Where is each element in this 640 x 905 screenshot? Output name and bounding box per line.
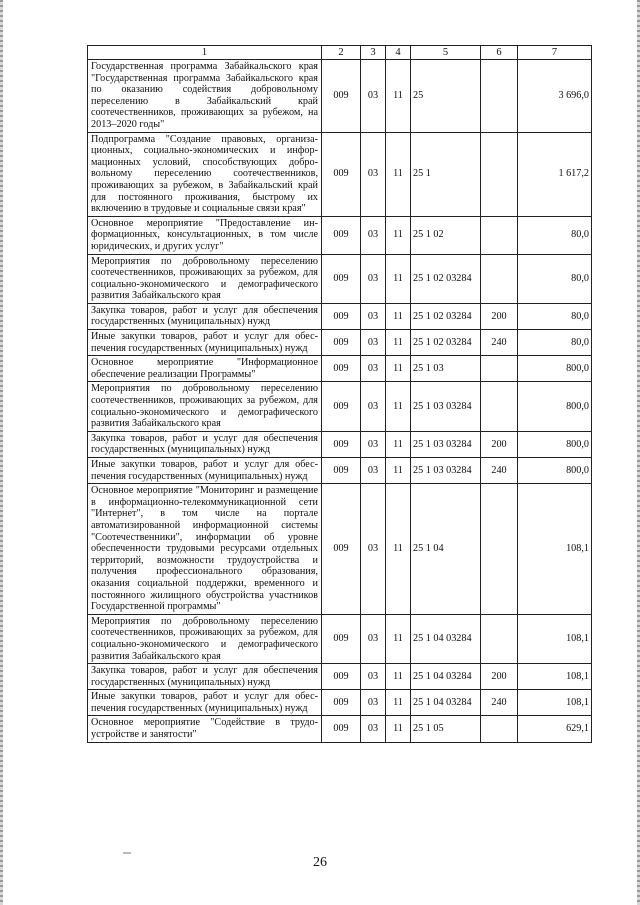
row-amount: 800,0 (518, 356, 592, 382)
table-row (88, 716, 592, 742)
row-description: Государственная программа Забайкальского края "Государственная программа Забайкальского края по оказанию содействия добровольному переселению в Забайкальский край соотечественников, проживающих за рубежом, на 2013–2020 годы" (88, 60, 322, 133)
row-expense-type (481, 356, 518, 382)
row-description: Иные закупки товаров, работ и услуг для обеспечения государственных (муниципальных) нужд (88, 330, 322, 356)
table-row (88, 614, 592, 663)
page-number: 26 (313, 855, 327, 870)
row-subsection-code: 11 (386, 356, 411, 382)
row-target-article: 25 1 04 03284 (411, 690, 481, 716)
row-section-code: 03 (361, 330, 386, 356)
row-subsection-code: 11 (386, 690, 411, 716)
row-target-article: 25 1 02 03284 (411, 330, 481, 356)
row-section-code: 03 (361, 303, 386, 329)
row-amount: 108,1 (518, 690, 592, 716)
row-expense-type: 200 (481, 431, 518, 457)
header-col-4: 4 (386, 46, 411, 60)
row-section-code: 03 (361, 431, 386, 457)
row-target-article: 25 1 02 03284 (411, 303, 481, 329)
row-ministry-code: 009 (322, 431, 361, 457)
row-description: Основное мероприятие "Информационное обеспечение реализации Программы" (88, 356, 322, 382)
row-subsection-code: 11 (386, 614, 411, 663)
row-expense-type (481, 132, 518, 216)
row-subsection-code: 11 (386, 303, 411, 329)
row-description: Подпрограмма "Создание правовых, организационных, социально-экономических и информационных условий, способствующих добровольному переселению соотечественников, проживающих за рубежом, в Забайкальский край для постоянного проживания, быстрому их включению в трудовые и социальные связи края" (88, 132, 322, 216)
table-row (88, 60, 592, 133)
row-ministry-code: 009 (322, 382, 361, 431)
row-ministry-code: 009 (322, 216, 361, 254)
row-expense-type: 240 (481, 690, 518, 716)
table-row (88, 664, 592, 690)
row-amount: 80,0 (518, 254, 592, 303)
row-amount: 629,1 (518, 716, 592, 742)
table-row (88, 690, 592, 716)
row-target-article: 25 1 04 03284 (411, 664, 481, 690)
row-ministry-code: 009 (322, 484, 361, 615)
row-section-code: 03 (361, 484, 386, 615)
row-target-article: 25 1 02 (411, 216, 481, 254)
row-description: Мероприятия по добровольному переселению соотечественников, проживающих за рубежом, для социально-экономического и демографического развития Забайкальского края (88, 382, 322, 431)
row-ministry-code: 009 (322, 330, 361, 356)
table-body (88, 46, 592, 743)
row-ministry-code: 009 (322, 664, 361, 690)
row-section-code: 03 (361, 458, 386, 484)
row-subsection-code: 11 (386, 60, 411, 133)
row-description: Мероприятия по добровольному переселению соотечественников, проживающих за рубежом, для социально-экономического и демографического развития Забайкальского края (88, 254, 322, 303)
row-expense-type: 200 (481, 303, 518, 329)
row-description: Закупка товаров, работ и услуг для обеспечения государственных (муниципальных) нужд (88, 664, 322, 690)
row-target-article: 25 1 03 03284 (411, 458, 481, 484)
row-ministry-code: 009 (322, 60, 361, 133)
row-amount: 800,0 (518, 458, 592, 484)
table-row (88, 254, 592, 303)
row-amount: 80,0 (518, 216, 592, 254)
row-subsection-code: 11 (386, 330, 411, 356)
row-subsection-code: 11 (386, 716, 411, 742)
row-description: Мероприятия по добровольному переселению соотечественников, проживающих за рубежом, для социально-экономического и демографического развития Забайкальского края (88, 614, 322, 663)
row-target-article: 25 1 03 (411, 356, 481, 382)
row-description: Основное мероприятие "Содействие в трудоустройстве и занятости" (88, 716, 322, 742)
header-col-5: 5 (411, 46, 481, 60)
row-ministry-code: 009 (322, 614, 361, 663)
row-section-code: 03 (361, 216, 386, 254)
table-header-row (88, 46, 592, 60)
row-amount: 1 617,2 (518, 132, 592, 216)
table-row (88, 458, 592, 484)
row-description: Иные закупки товаров, работ и услуг для обеспечения государственных (муниципальных) нужд (88, 458, 322, 484)
row-target-article: 25 1 04 (411, 484, 481, 615)
row-subsection-code: 11 (386, 216, 411, 254)
row-description: Закупка товаров, работ и услуг для обеспечения государственных (муниципальных) нужд (88, 431, 322, 457)
row-expense-type (481, 216, 518, 254)
scan-mark (123, 852, 131, 854)
row-subsection-code: 11 (386, 431, 411, 457)
table-row (88, 484, 592, 615)
row-subsection-code: 11 (386, 132, 411, 216)
row-amount: 3 696,0 (518, 60, 592, 133)
row-expense-type: 240 (481, 330, 518, 356)
row-section-code: 03 (361, 690, 386, 716)
row-subsection-code: 11 (386, 484, 411, 615)
row-target-article: 25 1 03 03284 (411, 382, 481, 431)
row-target-article: 25 1 02 03284 (411, 254, 481, 303)
row-ministry-code: 009 (322, 458, 361, 484)
row-amount: 800,0 (518, 431, 592, 457)
table-row (88, 382, 592, 431)
row-amount: 108,1 (518, 484, 592, 615)
header-col-2: 2 (322, 46, 361, 60)
row-expense-type: 240 (481, 458, 518, 484)
table-row (88, 431, 592, 457)
row-amount: 108,1 (518, 664, 592, 690)
row-expense-type (481, 254, 518, 303)
row-section-code: 03 (361, 716, 386, 742)
row-expense-type: 200 (481, 664, 518, 690)
row-ministry-code: 009 (322, 132, 361, 216)
row-target-article: 25 (411, 60, 481, 133)
header-col-3: 3 (361, 46, 386, 60)
row-section-code: 03 (361, 382, 386, 431)
row-section-code: 03 (361, 664, 386, 690)
row-description: Закупка товаров, работ и услуг для обеспечения государственных (муниципальных) нужд (88, 303, 322, 329)
row-amount: 108,1 (518, 614, 592, 663)
row-section-code: 03 (361, 254, 386, 303)
row-ministry-code: 009 (322, 690, 361, 716)
row-subsection-code: 11 (386, 382, 411, 431)
row-expense-type (481, 716, 518, 742)
budget-table (87, 45, 592, 743)
header-col-7: 7 (518, 46, 592, 60)
row-ministry-code: 009 (322, 303, 361, 329)
table-row (88, 356, 592, 382)
row-section-code: 03 (361, 356, 386, 382)
row-description: Основное мероприятие "Мониторинг и размещение в информационно-телекоммуникационной сети "Интернет", в том числе на портале автоматизированной информационной системы "Соотечественники", информации об уровне обеспеченности трудовыми ресурсами отдельных территорий, возможности трудоустройства и получения профессионального образования, оказания социальной поддержки, временного и постоянного жилищного обустройства участников Государственной программы" (88, 484, 322, 615)
row-description: Основное мероприятие "Предоставление информационных, консультационных, в том числе юридических, и других услуг" (88, 216, 322, 254)
table-row (88, 330, 592, 356)
row-section-code: 03 (361, 60, 386, 133)
row-amount: 800,0 (518, 382, 592, 431)
row-subsection-code: 11 (386, 458, 411, 484)
row-amount: 80,0 (518, 303, 592, 329)
table-row (88, 216, 592, 254)
row-expense-type (481, 484, 518, 615)
row-section-code: 03 (361, 614, 386, 663)
row-ministry-code: 009 (322, 356, 361, 382)
row-ministry-code: 009 (322, 254, 361, 303)
header-col-1: 1 (88, 46, 322, 60)
header-col-6: 6 (481, 46, 518, 60)
row-expense-type (481, 614, 518, 663)
table-row (88, 132, 592, 216)
row-target-article: 25 1 (411, 132, 481, 216)
row-target-article: 25 1 04 03284 (411, 614, 481, 663)
row-target-article: 25 1 05 (411, 716, 481, 742)
table-row (88, 303, 592, 329)
row-expense-type (481, 60, 518, 133)
row-amount: 80,0 (518, 330, 592, 356)
row-expense-type (481, 382, 518, 431)
row-subsection-code: 11 (386, 254, 411, 303)
page-edge-left (0, 0, 3, 905)
row-section-code: 03 (361, 132, 386, 216)
row-target-article: 25 1 03 03284 (411, 431, 481, 457)
row-subsection-code: 11 (386, 664, 411, 690)
row-ministry-code: 009 (322, 716, 361, 742)
row-description: Иные закупки товаров, работ и услуг для обеспечения государственных (муниципальных) нужд (88, 690, 322, 716)
